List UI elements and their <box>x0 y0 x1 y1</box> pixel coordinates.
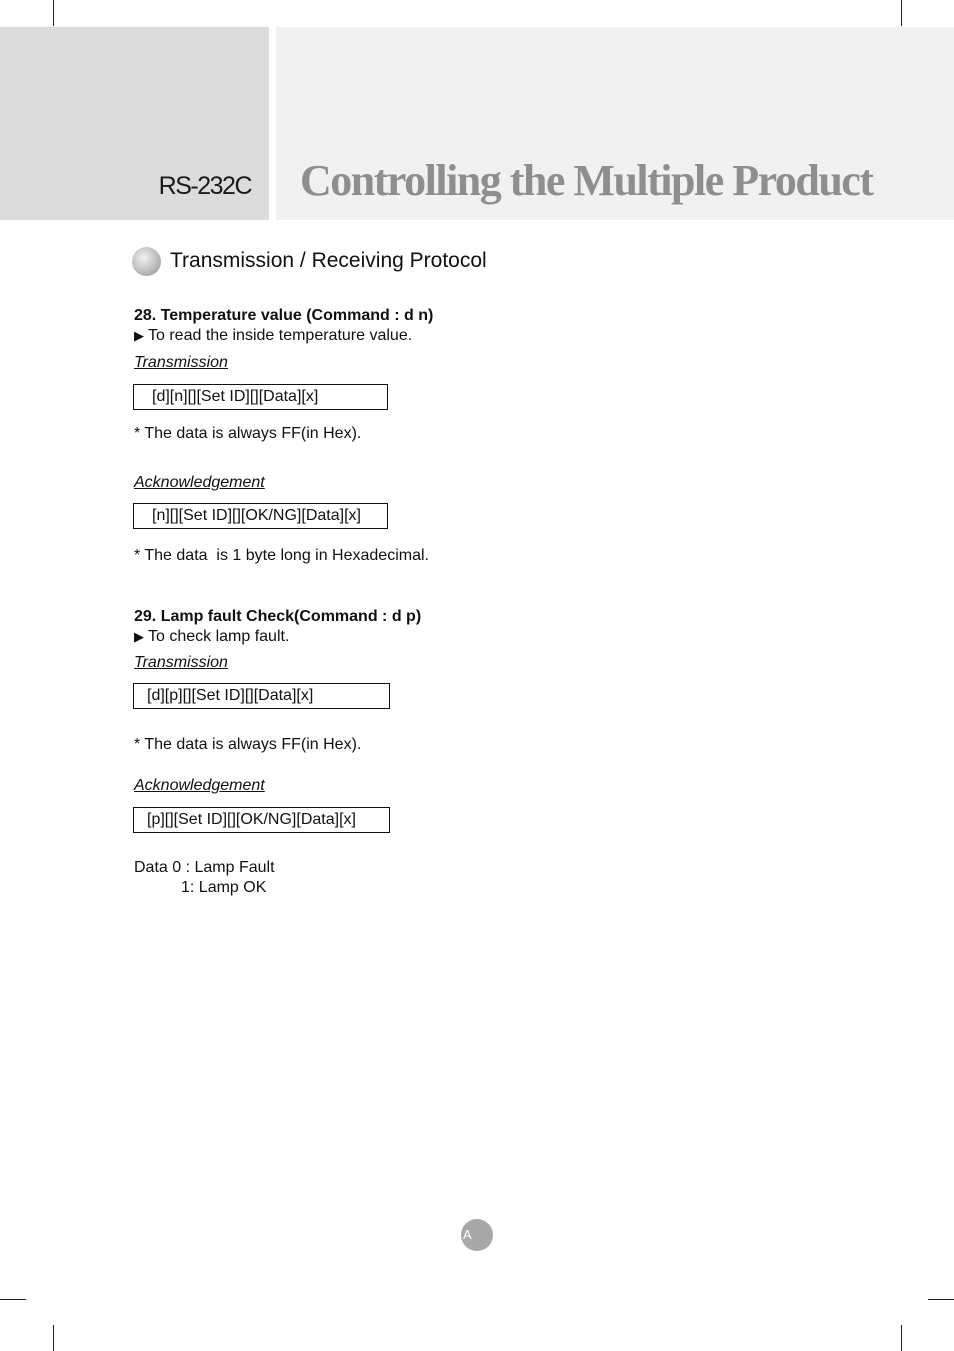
triangle-right-icon: ▶ <box>134 328 144 343</box>
page-title: Controlling the Multiple Product <box>300 156 873 205</box>
cmd29-transmission-label: Transmission <box>134 654 228 671</box>
header-tag: RS-232C <box>158 172 251 200</box>
cmd29-data-line2: 1: Lamp OK <box>181 879 267 896</box>
triangle-right-icon: ▶ <box>134 629 144 644</box>
cmd29-transmission-note: * The data is always FF(in Hex). <box>134 736 362 753</box>
crop-mark <box>901 1325 902 1351</box>
crop-mark <box>901 0 902 26</box>
cmd29-heading: 29. Lamp fault Check(Command : d p) <box>134 608 422 625</box>
crop-mark <box>53 1325 54 1351</box>
cmd29-description-line <box>134 627 289 647</box>
cmd28-heading: 28. Temperature value (Command : d n) <box>134 307 434 324</box>
cmd28-description: To read the inside temperature value. <box>148 327 413 344</box>
section-title: Transmission / Receiving Protocol <box>170 249 487 272</box>
crop-mark <box>53 0 54 26</box>
header-tag-panel <box>0 27 269 220</box>
section-heading <box>132 246 487 276</box>
cmd29-description: To check lamp fault. <box>148 628 290 645</box>
cmd28-ack-label: Acknowledgement <box>134 474 265 491</box>
cmd29-data-line1: Data 0 : Lamp Fault <box>134 859 275 876</box>
cmd29-ack-label: Acknowledgement <box>134 777 265 794</box>
cmd28-transmission-note: * The data is always FF(in Hex). <box>134 425 362 442</box>
cmd28-ack-code: [n][][Set ID][][OK/NG][Data][x] <box>133 503 388 529</box>
cmd29-transmission-code: [d][p][][Set ID][][Data][x] <box>133 683 390 709</box>
crop-mark <box>928 1299 954 1300</box>
cmd28-ack-note: * The data is 1 byte long in Hexadecimal. <box>134 547 429 564</box>
bullet-circle-icon <box>132 247 161 276</box>
cmd28-description-line <box>134 326 412 346</box>
cmd28-transmission-code: [d][n][][Set ID][][Data][x] <box>133 384 388 410</box>
crop-mark <box>0 1299 26 1300</box>
page-number-badge: A <box>461 1219 493 1251</box>
cmd28-transmission-label: Transmission <box>134 354 228 371</box>
header-title-panel <box>276 27 954 220</box>
cmd29-ack-code: [p][][Set ID][][OK/NG][Data][x] <box>133 807 390 833</box>
